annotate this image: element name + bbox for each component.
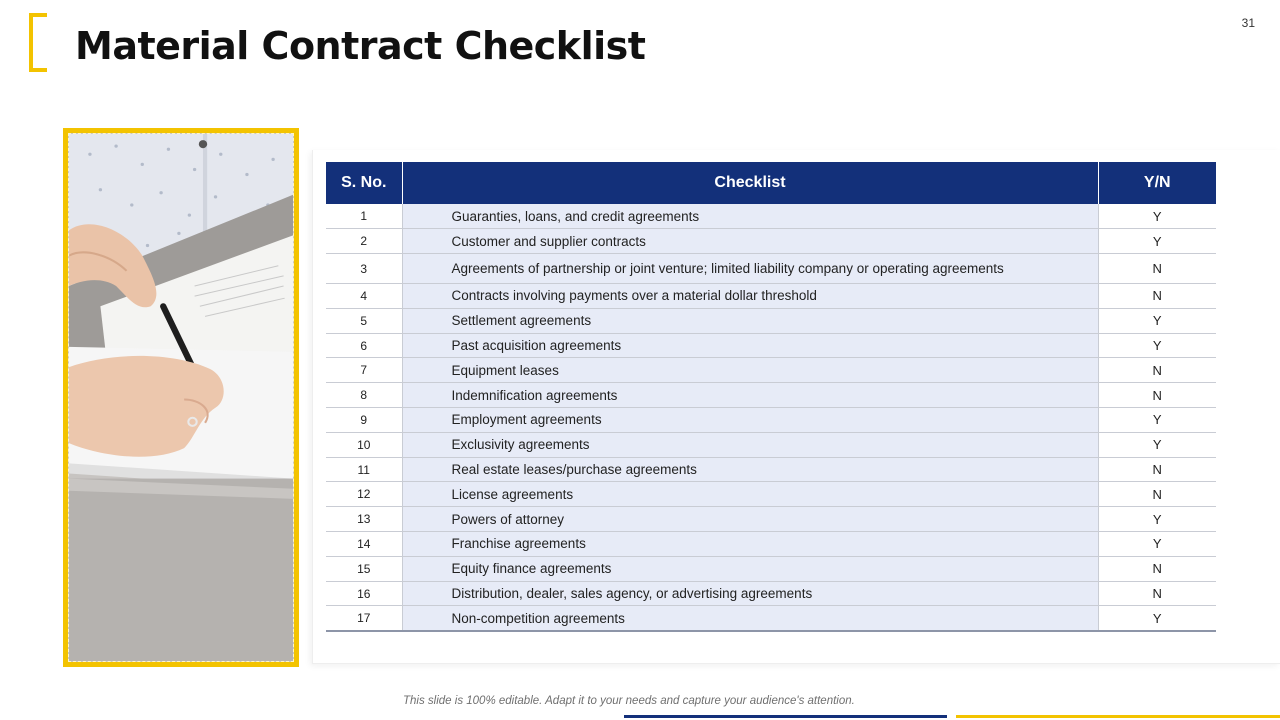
- table-row: [326, 383, 1216, 408]
- footer-bar-blue: [624, 715, 947, 718]
- row-yn: Y: [1098, 408, 1216, 433]
- row-sno: 11: [326, 457, 402, 482]
- table-row: [326, 457, 1216, 482]
- table-row: [326, 284, 1216, 309]
- row-sno: 15: [326, 556, 402, 581]
- material-contract-checklist-table: [326, 162, 1216, 632]
- row-sno: 8: [326, 383, 402, 408]
- row-yn: N: [1098, 254, 1216, 284]
- row-item: Real estate leases/purchase agreements: [402, 457, 1098, 482]
- row-yn: N: [1098, 358, 1216, 383]
- row-item: License agreements: [402, 482, 1098, 507]
- row-sno: 16: [326, 581, 402, 606]
- row-yn: N: [1098, 284, 1216, 309]
- row-item: Non-competition agreements: [402, 606, 1098, 631]
- title-bracket-decoration: [29, 13, 47, 72]
- row-sno: 6: [326, 333, 402, 358]
- row-yn: Y: [1098, 532, 1216, 557]
- table-row: [326, 308, 1216, 333]
- photo-frame: [63, 128, 299, 667]
- row-yn: N: [1098, 457, 1216, 482]
- row-sno: 4: [326, 284, 402, 309]
- table-row: [326, 229, 1216, 254]
- table-row: [326, 507, 1216, 532]
- row-sno: 14: [326, 532, 402, 557]
- table-row: [326, 556, 1216, 581]
- row-sno: 1: [326, 204, 402, 229]
- row-item: Powers of attorney: [402, 507, 1098, 532]
- header-checklist: Checklist: [402, 162, 1098, 204]
- row-item: Contracts involving payments over a material dollar threshold: [402, 284, 1098, 309]
- row-item: Equipment leases: [402, 358, 1098, 383]
- header-yn: Y/N: [1098, 162, 1216, 204]
- table-row: [326, 532, 1216, 557]
- footer-note: This slide is 100% editable. Adapt it to your needs and capture your audience's attention.: [403, 695, 855, 707]
- hands-writing-photo: [68, 133, 294, 662]
- table-row: [326, 482, 1216, 507]
- row-item: Exclusivity agreements: [402, 432, 1098, 457]
- row-yn: Y: [1098, 229, 1216, 254]
- row-sno: 10: [326, 432, 402, 457]
- row-item: Customer and supplier contracts: [402, 229, 1098, 254]
- row-sno: 13: [326, 507, 402, 532]
- row-item: Guaranties, loans, and credit agreements: [402, 204, 1098, 229]
- table-header-row: [326, 162, 1216, 204]
- row-yn: Y: [1098, 606, 1216, 631]
- slide-title: Material Contract Checklist: [75, 24, 646, 68]
- footer-bar-yellow: [956, 715, 1280, 718]
- table-row: [326, 581, 1216, 606]
- row-yn: Y: [1098, 432, 1216, 457]
- row-sno: 9: [326, 408, 402, 433]
- row-item: Distribution, dealer, sales agency, or advertising agreements: [402, 581, 1098, 606]
- row-sno: 2: [326, 229, 402, 254]
- row-item: Employment agreements: [402, 408, 1098, 433]
- row-yn: Y: [1098, 204, 1216, 229]
- row-yn: N: [1098, 383, 1216, 408]
- row-yn: N: [1098, 556, 1216, 581]
- table-row: [326, 432, 1216, 457]
- table-row: [326, 606, 1216, 631]
- table-row: [326, 254, 1216, 284]
- row-sno: 17: [326, 606, 402, 631]
- row-sno: 7: [326, 358, 402, 383]
- page-number: 31: [1241, 16, 1255, 30]
- row-yn: N: [1098, 581, 1216, 606]
- row-sno: 12: [326, 482, 402, 507]
- row-item: Equity finance agreements: [402, 556, 1098, 581]
- row-yn: Y: [1098, 507, 1216, 532]
- row-item: Agreements of partnership or joint venture; limited liability company or operating agreements: [402, 254, 1098, 284]
- row-item: Indemnification agreements: [402, 383, 1098, 408]
- hands-writing-on-document-icon: [69, 134, 293, 661]
- row-sno: 5: [326, 308, 402, 333]
- row-yn: Y: [1098, 308, 1216, 333]
- row-item: Settlement agreements: [402, 308, 1098, 333]
- table-row: [326, 333, 1216, 358]
- row-sno: 3: [326, 254, 402, 284]
- table-row: [326, 358, 1216, 383]
- row-yn: N: [1098, 482, 1216, 507]
- row-yn: Y: [1098, 333, 1216, 358]
- table-row: [326, 408, 1216, 433]
- header-sno: S. No.: [326, 162, 402, 204]
- row-item: Past acquisition agreements: [402, 333, 1098, 358]
- table-row: [326, 204, 1216, 229]
- row-item: Franchise agreements: [402, 532, 1098, 557]
